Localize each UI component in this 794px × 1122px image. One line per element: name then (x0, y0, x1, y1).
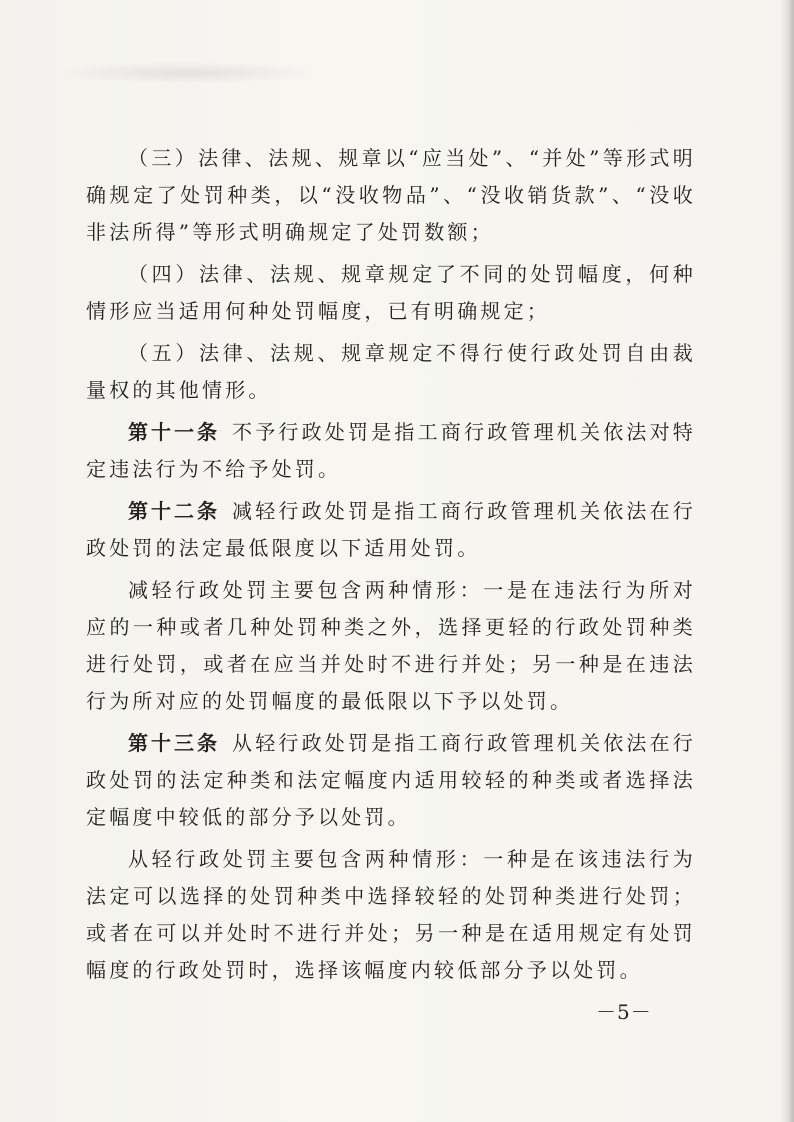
page-number: －5－ (596, 1000, 652, 1024)
paragraph-text: （三）法律、法规、规章以“应当处”、“并处”等形式明确规定了处罚种类，以“没收物品”、“没收销货款”、“没收非法所得”等形式明确规定了处罚数额； (86, 146, 696, 244)
paragraph-text: 减轻行政处罚主要包含两种情形：一是在违法行为所对应的一种或者几种处罚种类之外，选择更轻的行政处罚种类进行处罚，或者在应当并处时不进行并处；另一种是在违法行为所对应的处罚幅度的最低限以下予以处罚。 (86, 578, 696, 713)
scan-edge-shadow (780, 0, 794, 1122)
paragraph-item-3 (86, 140, 696, 251)
paragraph-item-5 (86, 335, 696, 409)
article-number: 第十二条 (128, 499, 220, 523)
paragraph-item-4 (86, 256, 696, 330)
paragraph-text: （四）法律、法规、规章规定了不同的处罚幅度，何种情形应当适用何种处罚幅度，已有明确规定； (86, 262, 696, 323)
paragraph-text: 减轻行政处罚是指工商行政管理机关依法在行政处罚的法定最低限度以下适用处罚。 (86, 499, 696, 560)
paragraph-text: 不予行政处罚是指工商行政管理机关依法对特定违法行为不给予处罚。 (86, 420, 696, 481)
paragraph-text: （五）法律、法规、规章规定不得行使行政处罚自由裁量权的其他情形。 (86, 341, 696, 402)
article-12-detail (86, 572, 696, 720)
article-11 (86, 414, 696, 488)
article-13 (86, 725, 696, 836)
article-number: 第十一条 (128, 420, 220, 444)
article-number: 第十三条 (128, 731, 220, 755)
document-body (86, 140, 696, 989)
paragraph-text: 从轻行政处罚是指工商行政管理机关依法在行政处罚的法定种类和法定幅度内适用较轻的种类或者选择法定幅度中较低的部分予以处罚。 (86, 731, 696, 829)
article-13-detail (86, 841, 696, 989)
paragraph-text: 从轻行政处罚主要包含两种情形：一种是在该违法行为法定可以选择的处罚种类中选择较轻的处罚种类进行处罚；或者在可以并处时不进行并处；另一种是在适用规定有处罚幅度的行政处罚时，选择该幅度内较低部分予以处罚。 (86, 847, 696, 982)
scan-smudge (60, 62, 320, 84)
article-12 (86, 493, 696, 567)
